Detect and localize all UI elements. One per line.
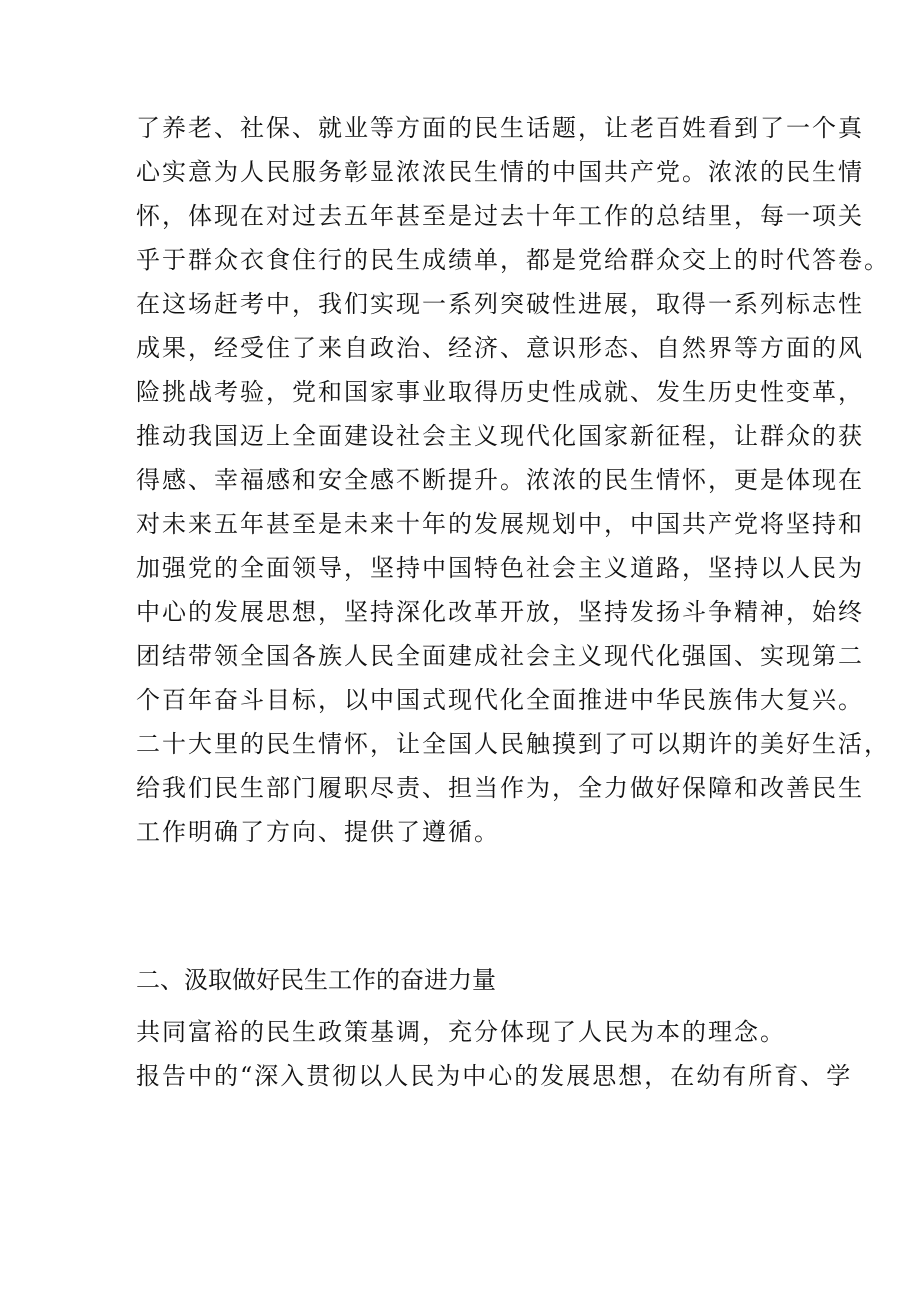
text-line: 得感、幸福感和安全感不断提升。浓浓的民生情怀，更是体现在 xyxy=(136,466,864,494)
text-line: 乎于群众衣食住行的民生成绩单，都是党给群众交上的时代答卷。 xyxy=(136,246,890,274)
text-line: 个百年奋斗目标，以中国式现代化全面推进中华民族伟大复兴。 xyxy=(136,686,864,714)
text-line: 险挑战考验，党和国家事业取得历史性成就、发生历史性变革， xyxy=(136,378,864,406)
text-line: 团结带领全国各族人民全面建成社会主义现代化强国、实现第二 xyxy=(136,642,864,670)
section-heading: 二、汲取做好民生工作的奋进力量 xyxy=(136,966,496,994)
text-line: 中心的发展思想，坚持深化改革开放，坚持发扬斗争精神，始终 xyxy=(136,598,864,626)
text-line: 报告中的“深入贯彻以人民为中心的发展思想，在幼有所育、学 xyxy=(136,1062,853,1090)
text-line: 给我们民生部门履职尽责、担当作为，全力做好保障和改善民生 xyxy=(136,774,864,802)
text-line: 成果，经受住了来自政治、经济、意识形态、自然界等方面的风 xyxy=(136,334,864,362)
paragraph-2 xyxy=(136,1010,853,1098)
text-line: 推动我国迈上全面建设社会主义现代化国家新征程，让群众的获 xyxy=(136,422,864,450)
text-line: 工作明确了方向、提供了遵循。 xyxy=(136,818,500,846)
text-line: 在这场赶考中，我们实现一系列突破性进展，取得一系列标志性 xyxy=(136,290,864,318)
text-line: 了养老、社保、就业等方面的民生话题，让老百姓看到了一个真 xyxy=(136,114,864,142)
text-line: 心实意为人民服务彰显浓浓民生情的中国共产党。浓浓的民生情 xyxy=(136,158,864,186)
text-line: 共同富裕的民生政策基调，充分体现了人民为本的理念。 xyxy=(136,1018,786,1046)
text-line: 怀，体现在对过去五年甚至是过去十年工作的总结里，每一项关 xyxy=(136,202,864,230)
text-line: 二十大里的民生情怀，让全国人民触摸到了可以期许的美好生活， xyxy=(136,730,890,758)
paragraph-1 xyxy=(136,106,890,854)
text-line: 对未来五年甚至是未来十年的发展规划中，中国共产党将坚持和 xyxy=(136,510,864,538)
text-line: 加强党的全面领导，坚持中国特色社会主义道路，坚持以人民为 xyxy=(136,554,864,582)
